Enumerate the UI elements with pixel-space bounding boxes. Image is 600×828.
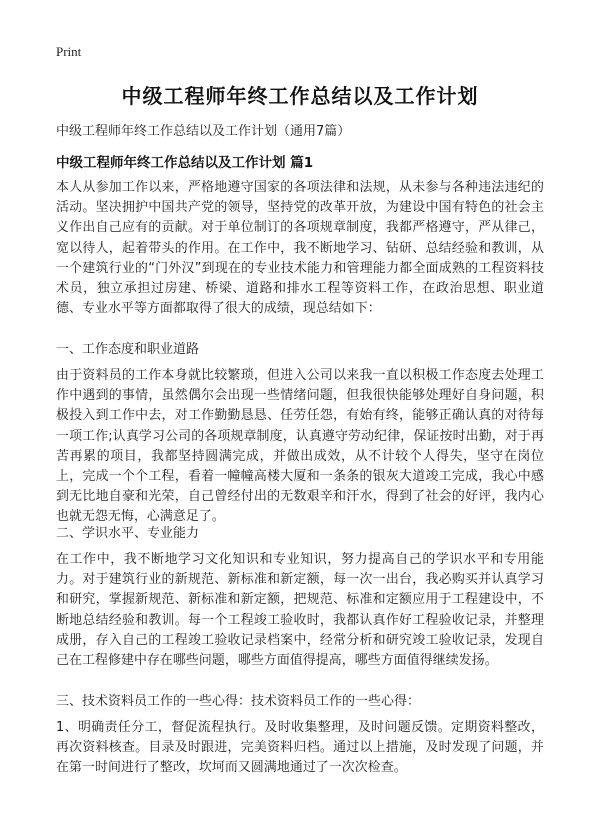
experience-paragraph: 1、明确责任分工，督促流程执行。及时收集整理，及时问题反馈。定期资料整改，再次资料核查。目录及时跟进，完美资料归档。通过以上措施，及时发现了问题，并在第一时间进行了整改，坎坷而又圆满地通过了一次次检查。 [56, 720, 544, 776]
heading-professional-ability: 二、学识水平、专业能力 [56, 526, 200, 541]
print-label[interactable]: Print [56, 44, 82, 59]
document-title: 中级工程师年终工作总结以及工作计划 [121, 84, 479, 108]
heading-work-attitude: 一、工作态度和职业道路 [56, 342, 200, 357]
section-heading: 中级工程师年终工作总结以及工作计划 篇1 [56, 155, 314, 171]
work-attitude-paragraph: 由于资料员的工作本身就比较繁琐，但进入公司以来我一直以积极工作态度去处理工作中遇到的事情，虽然偶尔会出现一些情绪问题，但我很快能够处理好自身问题，积极投入到工作中去，对工作勤勤恳恳、任劳任怨，有始有终，能够正确认真的对待每一项工作;认真学习公司的各项规章制度，认真遵守劳动纪律，保证按时出勤，对于再苦再累的项目，我都坚持圆满完成，并做出成效，从不计较个人得失，坚守在岗位上，完成一个个工程，看着一幢幢高楼大厦和一条条的银灰大道竣工完成，我心中感到无比地自豪和光荣，自己曾经付出的无数艰辛和汗水，得到了社会的好评，我内心也就无怨无悔，心满意足了。 [56, 368, 544, 525]
professional-ability-paragraph: 在工作中，我不断地学习文化知识和专业知识，努力提高自己的学识水平和专用能力。对于建筑行业的新规范、新标准和新定额，每一次一出台，我必购买并认真学习和研究，掌握新规范、新标准和新定额，把规范、标准和定额应用于工程建设中，不断地总结经验和教训。每一个工程竣工验收时，我都认真作好工程验收记录，并整理成册，存入自己的工程竣工验收记录档案中，经常分析和研究竣工验收记录，发现自己在工程修建中存在哪些问题，哪些方面值得提高，哪些方面值得继续发扬。 [56, 552, 544, 669]
heading-experience: 三、技术资料员工作的一些心得：技术资料员工作的一些心得： [56, 694, 421, 709]
intro-paragraph: 本人从参加工作以来，严格地遵守国家的各项法律和法规，从未参与各种违法违纪的活动。坚决拥护中国共产党的领导，坚持党的改革开放，为建设中国有特色的社会主义作出自己应有的贡献。对于单位制订的各项规章制度，我都严格遵守，严从律己，宽以待人，起着带头的作用。在工作中，我不断地学习、钻研、总结经验和教训，从一个建筑行业的“门外汉”到现在的专业技术能力和管理能力都全面成熟的工程资料技术员，独立承担过房建、桥梁、道路和排水工程等资料工作，在政治思想、职业道德、专业水平等方面都取得了很大的成绩，现总结如下： [56, 180, 544, 317]
document-subtitle: 中级工程师年终工作总结以及工作计划（通用7篇） [56, 124, 351, 139]
